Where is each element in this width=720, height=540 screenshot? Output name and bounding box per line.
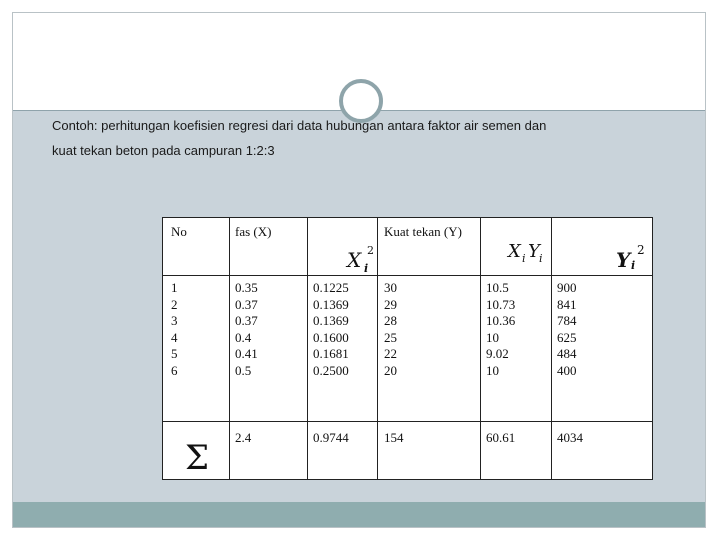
yi2-base: Y (616, 248, 631, 272)
yi2-sup: 2 (637, 243, 645, 257)
table-cell: 0.1681 (313, 346, 349, 361)
table-cell: 0.1225 (313, 280, 349, 295)
table-cell: 0.1369 (313, 313, 349, 328)
table-cell: 28 (384, 313, 397, 328)
table-cell: 400 (557, 362, 577, 378)
table-cell: 10 (486, 362, 499, 378)
table-cell: 0.5 (235, 362, 252, 378)
xiyi-sub1: i (522, 252, 526, 265)
table-cell: 4 (171, 329, 178, 345)
column-y (384, 280, 397, 379)
table-cell: 22 (384, 346, 397, 361)
table-cell: 20 (384, 362, 397, 378)
table-cell: 2 (171, 296, 178, 312)
table-cell: 29 (384, 296, 397, 312)
xiyi-x: X (508, 241, 521, 262)
header-fas: fas (X) (235, 224, 272, 239)
table-cell: 6 (171, 362, 178, 378)
row-divider (163, 421, 652, 422)
xi2-base: X (347, 248, 362, 272)
xi2-sub: i (364, 262, 369, 275)
table-cell: 0.1369 (313, 296, 349, 312)
header-kuat-tekan: Kuat tekan (Y) (384, 224, 462, 239)
table-cell: 30 (384, 280, 397, 295)
body-text-line-1: Contoh: perhitungan koefisien regresi dari data hubungan antara faktor air semen dan (52, 118, 547, 133)
table-cell: 10.73 (486, 296, 516, 312)
table-cell: 10.5 (486, 280, 509, 295)
yi2-sub: i (631, 259, 636, 272)
sum-y-squared: 4034 (557, 430, 583, 445)
table-cell: 484 (557, 346, 577, 361)
table-cell: 10 (486, 329, 499, 345)
table-cell: 625 (557, 329, 577, 345)
table-cell: 784 (557, 313, 577, 328)
xiyi-sub2: i (539, 252, 543, 265)
col-divider (480, 218, 481, 479)
sigma-icon: Σ (185, 438, 210, 478)
table-cell: 900 (557, 280, 577, 295)
table-cell: 841 (557, 296, 577, 312)
table-cell: 0.2500 (313, 362, 349, 378)
xiyi-y: Y (528, 241, 540, 262)
column-x (235, 280, 258, 379)
table-cell: 3 (171, 313, 178, 328)
table-cell: 0.41 (235, 346, 258, 361)
table-cell: 9.02 (486, 346, 509, 361)
table-cell: 0.1600 (313, 329, 349, 345)
table-cell: 0.37 (235, 296, 258, 312)
column-y-squared (557, 280, 577, 379)
col-divider (551, 218, 552, 479)
table-cell: 0.4 (235, 329, 252, 345)
column-x-squared (313, 280, 349, 379)
col-divider (307, 218, 308, 479)
header-no: No (171, 224, 187, 239)
col-divider (377, 218, 378, 479)
table-cell: 10.36 (486, 313, 516, 328)
xi2-sup: 2 (367, 244, 374, 257)
sum-xy: 60.61 (486, 430, 516, 445)
column-no (171, 280, 178, 379)
table-cell: 1 (171, 280, 178, 295)
column-xy (486, 280, 515, 379)
row-divider (163, 275, 652, 276)
footer-bar (13, 502, 705, 527)
table-cell: 5 (171, 346, 178, 361)
regression-table (162, 217, 653, 480)
circle-ornament (339, 79, 383, 123)
table-cell: 25 (384, 329, 397, 345)
sum-y: 154 (384, 430, 404, 445)
sum-x-squared: 0.9744 (313, 430, 349, 445)
col-divider (229, 218, 230, 479)
table-cell: 0.35 (235, 280, 258, 295)
sum-x: 2.4 (235, 430, 252, 445)
body-text-line-2: kuat tekan beton pada campuran 1:2:3 (52, 143, 275, 158)
table-cell: 0.37 (235, 313, 258, 328)
